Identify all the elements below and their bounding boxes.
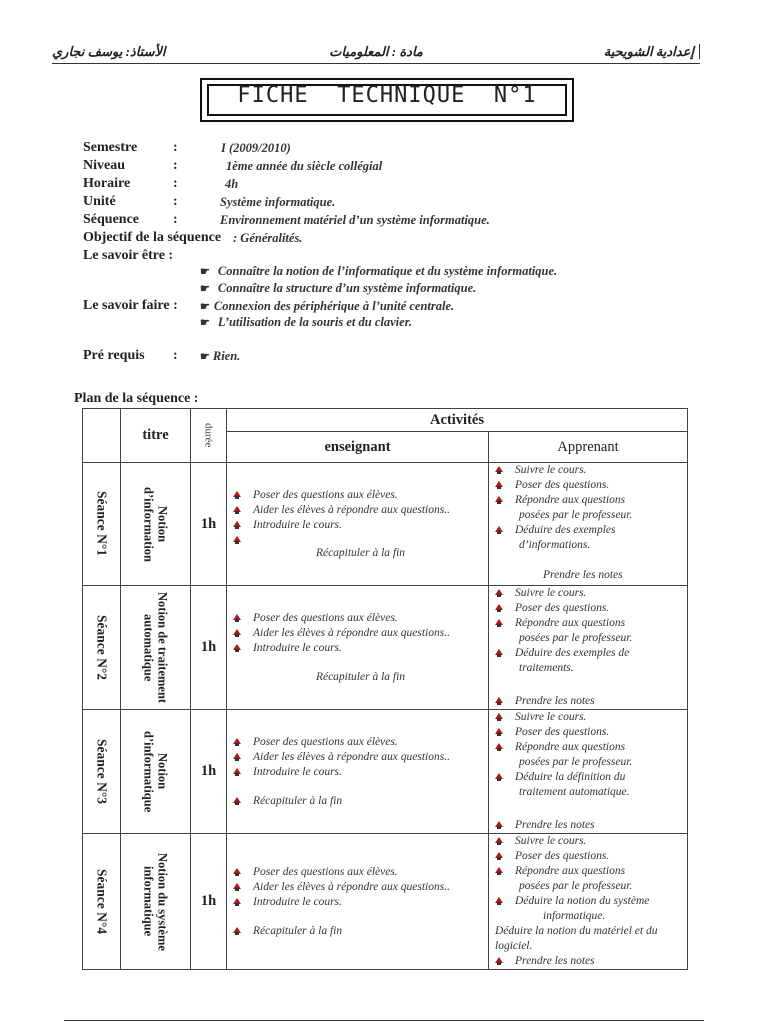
list-item: Introduire le cours. bbox=[233, 518, 488, 533]
apprenant-cell bbox=[489, 463, 688, 586]
info-colon: : bbox=[173, 348, 178, 363]
info-value: Système informatique. bbox=[220, 195, 336, 209]
list-item: Introduire le cours. bbox=[233, 895, 488, 910]
duree-cell: 1h bbox=[191, 586, 227, 710]
info-value: 4h bbox=[225, 177, 239, 191]
list-item: Prendre les notes bbox=[495, 954, 687, 969]
list-item: Poser des questions. bbox=[495, 849, 687, 864]
bullet-icon bbox=[495, 852, 503, 858]
bullet-icon bbox=[233, 629, 241, 635]
info-label: Niveau bbox=[83, 158, 125, 173]
list-item: Suivre le cours. bbox=[495, 710, 687, 725]
recap-text: Récapituler à la fin bbox=[315, 670, 406, 683]
seance-label: Séance N°3 bbox=[94, 738, 110, 804]
bullet-icon bbox=[233, 738, 241, 744]
list-item: Aider les élèves à répondre aux questions.. bbox=[233, 626, 488, 641]
bullet-icon bbox=[233, 536, 241, 542]
enseignant-cell bbox=[227, 834, 489, 970]
page-header bbox=[52, 44, 700, 62]
titre-label: Notion du système informatique bbox=[141, 852, 170, 951]
activites-header: Activités bbox=[227, 409, 688, 432]
bullet-icon bbox=[233, 506, 241, 512]
savoir-etre-item: ☛ Connaître la structure d’un système informatique. bbox=[200, 281, 477, 295]
bullet-icon bbox=[495, 649, 503, 655]
duree-header: durée bbox=[202, 423, 215, 448]
list-item: Récapituler à la fin bbox=[233, 924, 488, 939]
titre-label: Notion d’information bbox=[141, 486, 170, 562]
subject-name: مادة : المعلوميات bbox=[329, 44, 423, 59]
list-item-cont: informatique. bbox=[543, 910, 606, 922]
info-value: 1ème année du siècle collégial bbox=[226, 159, 383, 173]
titre-cell bbox=[121, 834, 191, 970]
title-frame bbox=[200, 78, 574, 122]
bullet-icon bbox=[495, 496, 503, 502]
list-item: Prendre les notes bbox=[495, 694, 687, 709]
duree-cell: 1h bbox=[191, 834, 227, 970]
info-colon: : bbox=[173, 194, 178, 209]
titre-cell bbox=[121, 586, 191, 710]
list-item: Déduire la notion du système bbox=[495, 894, 687, 909]
recap-text: Récapituler à la fin bbox=[315, 546, 406, 559]
list-item: Récapituler à la fin bbox=[233, 794, 488, 809]
list-item-cont: posées par le professeur. bbox=[519, 756, 633, 768]
bullet-icon bbox=[495, 697, 503, 703]
bullet-icon bbox=[495, 619, 503, 625]
teacher-name: الأستاذ: يوسف نجاري bbox=[52, 44, 166, 59]
list-item-cont: traitement automatique. bbox=[519, 786, 630, 798]
objectif-label: Objectif de la séquence bbox=[83, 230, 222, 245]
bullet-icon bbox=[233, 614, 241, 620]
info-value: I (2009/2010) bbox=[221, 141, 291, 155]
bullet-icon bbox=[495, 589, 503, 595]
bullet-icon bbox=[233, 868, 241, 874]
bullet-icon bbox=[495, 897, 503, 903]
pointing-hand-icon: ☛ bbox=[200, 266, 210, 278]
titre-cell bbox=[121, 710, 191, 834]
list-item: Aider les élèves à répondre aux questions.. bbox=[233, 750, 488, 765]
corner-cell bbox=[83, 409, 121, 463]
list-item: Poser des questions aux élèves. bbox=[233, 488, 488, 503]
apprenant-header: Apprenant bbox=[489, 432, 688, 463]
seance-label: Séance N°2 bbox=[94, 614, 110, 680]
bullet-icon bbox=[233, 883, 241, 889]
list-item: Poser des questions. bbox=[495, 478, 687, 493]
enseignant-cell bbox=[227, 463, 489, 586]
list-item: Suivre le cours. bbox=[495, 834, 687, 849]
header-separator bbox=[699, 44, 700, 59]
list-item: Poser des questions. bbox=[495, 601, 687, 616]
bullet-icon bbox=[233, 768, 241, 774]
list-item: Poser des questions. bbox=[495, 725, 687, 740]
prerequis-value: Rien. bbox=[212, 349, 241, 363]
info-label: Séquence bbox=[83, 212, 139, 227]
enseignant-cell bbox=[227, 586, 489, 710]
list-item: Déduire la définition du bbox=[495, 770, 687, 785]
bullet-icon bbox=[233, 797, 241, 803]
bullet-icon bbox=[495, 713, 503, 719]
duree-cell: 1h bbox=[191, 463, 227, 586]
list-item-cont: d’informations. bbox=[519, 539, 591, 551]
list-item-cont: posées par le professeur. bbox=[519, 880, 633, 892]
info-colon: : bbox=[173, 212, 178, 227]
prerequis-label: Pré requis bbox=[83, 348, 145, 363]
list-item-cont: posées par le professeur. bbox=[519, 632, 633, 644]
list-item: Suivre le cours. bbox=[495, 586, 687, 601]
list-item: Aider les élèves à répondre aux questions.. bbox=[233, 503, 488, 518]
table-row bbox=[83, 834, 688, 970]
list-item-cont: traitements. bbox=[519, 662, 574, 674]
sequence-table bbox=[82, 408, 688, 970]
enseignant-header: enseignant bbox=[227, 432, 489, 463]
school-name: إعدادية الشويحية bbox=[603, 44, 694, 59]
list-item: Introduire le cours. bbox=[233, 765, 488, 780]
pointing-hand-icon: ☛ bbox=[200, 351, 210, 363]
bullet-icon bbox=[495, 773, 503, 779]
duree-cell: 1h bbox=[191, 710, 227, 834]
list-item-cont: posées par le professeur. bbox=[519, 509, 633, 521]
bullet-icon bbox=[495, 526, 503, 532]
titre-label: Notion de traitement automatique bbox=[141, 591, 170, 704]
list-item: Répondre aux questions bbox=[495, 493, 687, 508]
apprenant-cell bbox=[489, 710, 688, 834]
bullet-icon bbox=[495, 466, 503, 472]
savoir-faire-item: ☛ Connexion des périphérique à l’unité centrale. bbox=[200, 299, 455, 313]
seance-label: Séance N°4 bbox=[94, 868, 110, 934]
bullet-icon bbox=[495, 867, 503, 873]
list-item: Poser des questions aux élèves. bbox=[233, 611, 488, 626]
pointing-hand-icon: ☛ bbox=[200, 301, 210, 313]
plan-label: Plan de la séquence : bbox=[74, 391, 199, 406]
bullet-icon bbox=[495, 604, 503, 610]
info-colon: : bbox=[173, 140, 178, 155]
bullet-icon bbox=[495, 481, 503, 487]
savoir-faire-label: Le savoir faire : bbox=[83, 298, 178, 313]
pointing-hand-icon: ☛ bbox=[200, 317, 210, 329]
objectif-value: : Généralités. bbox=[233, 231, 303, 245]
list-item: Répondre aux questions bbox=[495, 616, 687, 631]
info-value: Environnement matériel d’un système informatique. bbox=[220, 213, 490, 227]
footer-rule bbox=[64, 1020, 704, 1021]
pointing-hand-icon: ☛ bbox=[200, 283, 210, 295]
titre-header: titre bbox=[121, 409, 191, 463]
list-item: Introduire le cours. bbox=[233, 641, 488, 656]
seance-cell bbox=[83, 834, 121, 970]
savoir-faire-item: ☛ L’utilisation de la souris et du clavier. bbox=[200, 315, 412, 329]
bullet-icon bbox=[233, 927, 241, 933]
bullet-icon bbox=[233, 491, 241, 497]
table-row bbox=[83, 463, 688, 586]
bullet-icon bbox=[495, 728, 503, 734]
table-row bbox=[83, 710, 688, 834]
savoir-etre-label: Le savoir être : bbox=[83, 248, 174, 263]
bullet-icon bbox=[233, 521, 241, 527]
seance-label: Séance N°1 bbox=[94, 491, 110, 557]
list-item: Prendre les notes bbox=[495, 818, 687, 833]
apprenant-cell bbox=[489, 834, 688, 970]
bullet-icon bbox=[495, 743, 503, 749]
bullet-icon bbox=[495, 957, 503, 963]
list-item: Déduire des exemples de bbox=[495, 646, 687, 661]
table-row bbox=[83, 586, 688, 710]
bullet-icon bbox=[233, 753, 241, 759]
list-item: Aider les élèves à répondre aux questions.. bbox=[233, 880, 488, 895]
duree-header-cell bbox=[191, 409, 227, 463]
list-item: Poser des questions aux élèves. bbox=[233, 865, 488, 880]
bullet-icon bbox=[233, 644, 241, 650]
list-item: Poser des questions aux élèves. bbox=[233, 735, 488, 750]
bullet-icon bbox=[233, 898, 241, 904]
prerequis-value-wrap bbox=[200, 349, 240, 364]
seance-cell bbox=[83, 463, 121, 586]
seance-cell bbox=[83, 586, 121, 710]
seance-cell bbox=[83, 710, 121, 834]
apprenant-cell bbox=[489, 586, 688, 710]
bullet-icon bbox=[495, 821, 503, 827]
info-label: Unité bbox=[83, 194, 116, 209]
list-item: Répondre aux questions bbox=[495, 864, 687, 879]
titre-cell bbox=[121, 463, 191, 586]
list-item: Suivre le cours. bbox=[495, 463, 687, 478]
titre-label: Notion d’informatique bbox=[141, 730, 170, 813]
list-item: Déduire des exemples bbox=[495, 523, 687, 538]
page-title: FICHE TECHNIQUE N°1 bbox=[237, 83, 537, 108]
notes-text: Prendre les notes bbox=[543, 569, 623, 581]
header-rule bbox=[52, 63, 700, 64]
info-label: Horaire bbox=[83, 176, 131, 191]
info-label: Semestre bbox=[83, 140, 138, 155]
enseignant-cell bbox=[227, 710, 489, 834]
info-colon: : bbox=[173, 176, 178, 191]
savoir-etre-item: ☛ Connaître la notion de l’informatique et du système informatique. bbox=[200, 264, 558, 278]
list-item: Répondre aux questions bbox=[495, 740, 687, 755]
bullet-icon bbox=[495, 837, 503, 843]
info-colon: : bbox=[173, 158, 178, 173]
list-item-extra: Déduire la notion du matériel et du logiciel. bbox=[495, 925, 658, 952]
